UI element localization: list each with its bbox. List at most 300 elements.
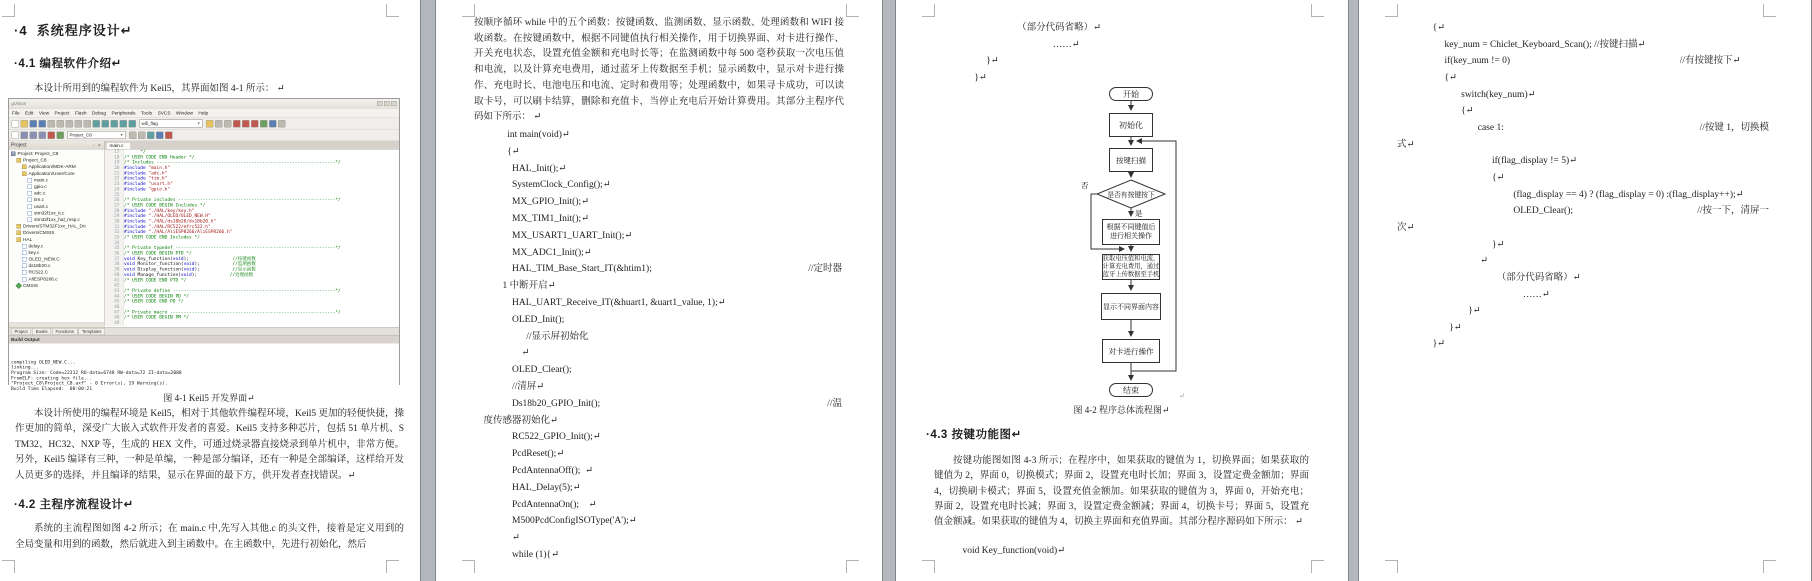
ide-menubar (9, 109, 399, 119)
chevron-down-icon: ▼ (197, 121, 201, 126)
build-output-panel (9, 336, 399, 392)
tree-item-icon (22, 165, 27, 170)
toolbar-icon (120, 120, 128, 128)
crop-mark (1763, 560, 1776, 573)
line-number: 43 (105, 288, 125, 293)
menu-item: Flash (74, 110, 87, 116)
project-panel-header (9, 141, 104, 150)
tree-item (9, 263, 104, 270)
line-number: 18 (105, 155, 125, 160)
code-line[interactable]: }↵ (1397, 339, 1446, 350)
tree-item-label: delay.c (28, 243, 44, 249)
code-line[interactable]: while (1){↵ (474, 549, 560, 560)
code-line[interactable]: OLED_Clear(); (474, 365, 572, 376)
editor-code-line: 20 #include "main.h" (105, 166, 400, 171)
menu-item: Edit (25, 110, 34, 116)
flowchart-keyscan-node: 按键扫描 (1109, 148, 1153, 172)
key-function-code (934, 543, 1308, 560)
bottom-tab: Functions (52, 328, 77, 335)
toolbar-icon (215, 120, 223, 128)
code-line[interactable]: if(key_num != 0) //有按键按下↵ (1397, 56, 1769, 67)
code-line[interactable]: {↵ (1397, 72, 1458, 83)
tree-item-icon (28, 211, 33, 216)
code-line[interactable]: {↵ (1397, 106, 1474, 117)
toolbar-icon (224, 120, 232, 128)
tree-item-label: stm32f1xx_hal_msp.c (34, 216, 80, 223)
code-line[interactable]: HAL_UART_Receive_IT(&huart1, &uart1_value, 1);↵ (474, 297, 726, 308)
line-number: 36 (105, 251, 125, 256)
line-number: 40 (105, 272, 125, 277)
toolbar-icon (138, 131, 146, 139)
menu-item: File (12, 110, 20, 116)
crop-mark (386, 560, 399, 573)
tree-item-icon (22, 264, 27, 269)
code-line[interactable]: (flag_display == 4) ? (flag_display = 0) :(flag_display++);↵ (1397, 189, 1744, 200)
key-function-code-listing (1397, 20, 1769, 353)
tree-item-label: stm32f1xx_it.c (34, 210, 65, 216)
toolbar-icon (21, 120, 29, 128)
code-line[interactable]: PcdAntennaOff(); ↵ (474, 465, 594, 476)
tree-item-icon (17, 158, 22, 163)
line-number: 33 (105, 235, 125, 240)
toolbar-icon (260, 120, 268, 128)
code-line[interactable]: MX_GPIO_Init();↵ (474, 197, 590, 208)
toolbar-icon (48, 120, 56, 128)
flowchart-end-node: 结束 (1109, 383, 1153, 397)
editor-code-line: 28 #include "./HAL/key/key.h" (105, 208, 400, 213)
code-line[interactable]: //显示屏初始化 (474, 331, 589, 342)
line-number: 17 (105, 150, 125, 155)
tree-item (9, 230, 104, 237)
line-number: 22 (105, 176, 125, 181)
editor-code-line: 32 #include "./HAL/AliESP8266/AliESP8266.h" (105, 230, 400, 235)
build-output-line: "Project_C8\Project_C8.axf" - 0 Error(s), 19 Warning(s). (11, 380, 168, 387)
tree-item-icon (28, 217, 33, 222)
tree-item-icon (16, 282, 22, 288)
tree-item-icon (28, 198, 33, 203)
tree-item (9, 203, 104, 210)
tree-item (9, 190, 104, 197)
toolbar-icon (57, 131, 65, 139)
line-number: 26 (105, 198, 125, 203)
tree-item-icon (17, 231, 22, 236)
editor-code-line: 38 void Monitor_function(void); //监测函数 (105, 262, 400, 267)
code-line[interactable]: {↵ (474, 146, 520, 157)
bottom-tab: Project (11, 328, 31, 335)
menu-item: Window (176, 110, 193, 116)
window-buttons (377, 101, 397, 106)
menu-item: Peripherals (111, 110, 136, 116)
editor-code-line: 18 /* USER CODE END Header */ (105, 155, 400, 160)
line-number: 28 (105, 208, 125, 213)
editor-code-line: 36 /* USER CODE BEGIN PTD */ (105, 251, 400, 256)
editor-code-line: 24 #include "gpio.h" (105, 187, 400, 192)
tree-item-icon (22, 270, 27, 275)
line-number: 23 (105, 182, 125, 187)
line-number: 32 (105, 230, 125, 235)
build-output-line: Program Size: Code=22312 RO-data=6748 RW-data=72 ZI-data=2088 (11, 369, 182, 376)
code-line[interactable]: 式↵ (1397, 139, 1415, 150)
code-line[interactable]: HAL_Init();↵ (474, 163, 567, 174)
flowchart-init-node: 初始化 (1109, 113, 1153, 137)
tree-item (9, 276, 104, 283)
crop-mark (1385, 560, 1398, 573)
editor-code-line: 17 */ (105, 150, 400, 155)
tree-item (9, 157, 104, 164)
line-number: 27 (105, 203, 125, 208)
tree-item-label: adc.c (34, 190, 46, 197)
figure-4-1-caption[interactable]: 图 4-1 Keil5 开发界面↵ (163, 393, 255, 403)
tree-item-label: main.c (34, 177, 48, 183)
toolbar-icon (57, 120, 65, 128)
line-number: 19 (105, 160, 125, 165)
line-number: 44 (105, 294, 125, 299)
page-3[interactable] (895, 0, 1349, 581)
maximize-icon (384, 101, 390, 106)
tree-item-label: HAL (23, 236, 33, 243)
toolbar-icon (30, 120, 38, 128)
code-line[interactable]: 次↵ (1397, 222, 1415, 233)
paragraph-mark: ↵ (1179, 392, 1185, 400)
code-line[interactable]: case 1: //按键 1，切换模 (1397, 122, 1769, 133)
code-line[interactable]: }↵ (934, 56, 999, 67)
flowchart-no-label: 否 (1081, 181, 1089, 190)
toolbar-icon (111, 120, 119, 128)
editor-code-line: 31 #include "./HAL/RC522/mfrc522.h" (105, 224, 400, 229)
editor-area (105, 141, 400, 327)
build-output-line: compiling OLED_NEW.C... (11, 359, 76, 365)
code-line[interactable]: key_num = Chiclet_Keyboard_Scan(); //按键扫描↵ (1397, 39, 1646, 50)
code-line[interactable]: int main(void)↵ (474, 130, 570, 140)
figure-4-2-caption[interactable]: 图 4-2 程序总体流程图↵ (1073, 405, 1170, 415)
line-number: 42 (105, 283, 125, 288)
editor-code-line: 27 /* USER CODE BEGIN Includes */ (105, 203, 400, 208)
crop-mark (2, 4, 15, 17)
code-line[interactable]: MX_USART1_UART_Init();↵ (474, 230, 633, 241)
code-line[interactable]: ↵ (1397, 256, 1489, 267)
code-line[interactable]: （部分代码省略）↵ (1397, 272, 1581, 283)
code-line[interactable]: HAL_Delay(5);↵ (474, 482, 581, 493)
editor-tabbar (105, 141, 400, 150)
code-line[interactable]: 1 中断开启↵ (474, 281, 556, 292)
code-line[interactable]: （部分代码省略）↵ (934, 23, 1102, 33)
code-line[interactable]: ……↵ (1397, 289, 1550, 300)
tree-item (9, 256, 104, 263)
tree-item-label: usart.c (34, 203, 49, 210)
tree-item (9, 164, 104, 171)
toolbar-icon (251, 120, 259, 128)
line-number: 39 (105, 267, 125, 272)
tree-item-icon (28, 204, 33, 209)
code-line[interactable]: OLED_Init(); (474, 314, 565, 325)
editor-code-line: 47 /* Private macro -------------------------------------------------------------*/ (105, 310, 400, 315)
target-select-value: Project_C8 (69, 132, 92, 138)
build-output-line: linking... (11, 364, 39, 371)
line-number: 49 (105, 321, 125, 326)
code-editor (105, 150, 400, 328)
page-4[interactable] (1358, 0, 1812, 581)
editor-code-line: 35 /* Private typedef -----------------------------------------------------------*/ (105, 246, 400, 251)
editor-code-line: 21 #include "adc.h" (105, 171, 400, 176)
line-number: 34 (105, 240, 125, 245)
editor-code-line: 26 /* Private includes ----------------------------------------------------------*/ (105, 198, 400, 203)
ide-titlebar (9, 99, 399, 109)
bottom-tabstrip (9, 327, 399, 336)
line-number: 41 (105, 278, 125, 283)
toolbar-icon (39, 120, 47, 128)
paragraph[interactable]: 本设计所用到的编程软件为 Keil5，其界面如图 4-1 所示： ↵ (34, 84, 285, 94)
tree-item-icon (28, 178, 33, 183)
chapter-heading[interactable]: ·4 系统程序设计↵ (14, 23, 133, 38)
tree-item-icon (22, 244, 27, 249)
code-line[interactable]: PcdAntennaOn(); ↵ (474, 499, 597, 510)
code-line[interactable]: }↵ (1397, 239, 1505, 250)
tree-item-label: Drivers/STM32F1xx_HAL_Dri (23, 223, 86, 230)
tree-item (9, 223, 104, 230)
tree-item (9, 236, 104, 243)
code-line[interactable]: RC522_GPIO_Init();↵ (474, 432, 601, 443)
panel-header-icons: ▫ ✕ (93, 142, 102, 148)
ide-toolbar-file (9, 118, 399, 130)
tree-item-label: ds18b20.c (28, 263, 51, 269)
toolbar-icon (66, 120, 74, 128)
code-line[interactable]: ↵ (474, 348, 530, 359)
tree-item-icon (22, 257, 27, 262)
code-line[interactable]: if(flag_display != 5)↵ (1397, 156, 1578, 167)
tree-item-label: Application/MDK-ARM (28, 164, 76, 170)
tree-item-label: OLED_NEW.C (28, 256, 60, 263)
paragraph[interactable]: 系统的主流程图如图 4-2 所示；在 main.c 中,先写入其他.c 的头文件，接着是定义用到的全局变量和用到的函数，然后就进入到主函数中。在主函数中，先进行初始化，然后 (15, 524, 404, 550)
code-line[interactable]: SystemClock_Config();↵ (474, 180, 611, 191)
target-select-combo (68, 131, 126, 139)
code-line[interactable]: {↵ (1397, 23, 1446, 33)
code-line[interactable]: OLED_Clear(); //按一下，清屏一 (1397, 206, 1769, 217)
menu-item: Debug (91, 110, 106, 116)
toolbar-icon (12, 120, 20, 128)
tree-item-icon (17, 224, 22, 229)
editor-code-line: 45 /* USER CODE END PD */ (105, 299, 400, 304)
toolbar-icon (93, 120, 101, 128)
code-line[interactable]: HAL_TIM_Base_Start_IT(&htim1); //定时器 (474, 264, 842, 275)
editor-code-line: 33 /* USER CODE END Includes */ (105, 235, 400, 240)
editor-tab-main-c: main.c (106, 142, 131, 149)
chevron-down-icon: ▼ (120, 133, 124, 137)
crop-mark (386, 4, 399, 17)
tree-item-label: Project: Project_C8 (17, 151, 59, 157)
toolbar-icon (12, 131, 20, 139)
code-line[interactable]: MX_TIM1_Init();↵ (474, 213, 590, 224)
toolbar-icon (206, 120, 214, 128)
tree-item (9, 210, 104, 217)
tree-item-icon (22, 250, 27, 255)
ide-title-text: µVision (11, 101, 27, 106)
tree-item-label: Application/User/Core (28, 170, 75, 177)
editor-code-line: 44 /* USER CODE BEGIN PD */ (105, 294, 400, 299)
tree-item-label: gpio.c (34, 184, 47, 190)
tree-item-icon (11, 152, 16, 157)
toolbar-icon (269, 120, 277, 128)
line-number: 35 (105, 246, 125, 251)
build-output-line: FromELF: creating hex file... (11, 375, 93, 381)
paragraph[interactable]: 按顺序循环 while 中的五个函数：按键函数、监测函数、显示函数、处理函数和 WIFI 接收函数。在按键函数中，根据不同键值执行相关操作，用于切换界面、对卡进行操作、开关充电状态，设置充值金额和充电时长等；在监测函数中每 500 毫秒获取一次电压值和电流，以及计算充电费用，通过蓝牙上传数据至手机；显示函数中，显示对卡进行操作、充电时长、电池电压和电流、定时和费用等；处理函数中，如果寻卡成功，可以读取卡号，可以刷卡结算，删除和充值卡，当停止充电后开始计算费用。其部分主程序代码如下所示： ↵ (474, 18, 844, 123)
tree-item-label: AliESP8266.c (28, 276, 58, 282)
search-combo-value: wifi_flag (141, 121, 158, 126)
tree-item (9, 197, 104, 204)
menu-item: Tools (140, 110, 153, 116)
bottom-tab: Templates (78, 328, 104, 335)
editor-code-line: 23 #include "usart.h" (105, 182, 400, 187)
toolbar-icon (48, 131, 56, 139)
toolbar-icon (156, 131, 164, 139)
tree-item-icon (17, 237, 22, 242)
toolbar-icon (165, 131, 173, 139)
toolbar-icon (242, 120, 250, 128)
code-line[interactable]: }↵ (1397, 322, 1462, 333)
toolbar-icon (233, 120, 241, 128)
editor-code-line: 43 /* Private define ------------------------------------------------------------*/ (105, 288, 400, 293)
tree-item (9, 183, 104, 190)
minimize-icon (377, 101, 383, 106)
tree-item (9, 151, 104, 158)
ide-toolbar-build (9, 130, 399, 142)
code-line[interactable]: }↵ (934, 72, 987, 83)
line-number: 30 (105, 219, 125, 224)
toolbar-icon (84, 120, 92, 128)
editor-code-line: 37 void Key_function(void); //按键函数 (105, 256, 400, 261)
editor-code-line: 22 #include "tim.h" (105, 176, 400, 181)
toolbar-icon (278, 120, 286, 128)
code-line[interactable]: void Key_function(void)↵ (934, 546, 1066, 556)
keil-ide-screenshot-image[interactable] (8, 98, 400, 392)
toolbar-icon (21, 131, 29, 139)
section-4-3-heading[interactable]: ·4.3 按键功能图↵ (926, 429, 1022, 441)
project-panel-title: Project (11, 142, 27, 148)
code-line[interactable]: ↵ (474, 533, 520, 544)
code-line[interactable]: MX_ADC1_Init();↵ (474, 247, 592, 258)
tree-item-label: RC522.C (28, 269, 49, 276)
page-1[interactable] (0, 0, 421, 581)
tree-item (9, 282, 104, 289)
toolbar-icon (75, 120, 83, 128)
code-line[interactable]: }↵ (1397, 306, 1481, 317)
tree-item-icon (22, 171, 27, 176)
code-line[interactable]: //清屏↵ (474, 381, 545, 392)
build-output-header: Build Output (9, 336, 399, 344)
tree-item-label: CMSIS (23, 282, 39, 289)
toolbar-icon (129, 120, 137, 128)
code-line[interactable]: switch(key_num)↵ (1397, 89, 1536, 100)
line-number: 24 (105, 187, 125, 192)
line-number: 48 (105, 315, 125, 320)
project-tree-panel (9, 141, 105, 327)
crop-mark (922, 560, 935, 573)
toolbar-icon (147, 131, 155, 139)
crop-mark (2, 560, 15, 573)
editor-code-line: 30 #include "./HAL/ds18b20/ds18b20.h" (105, 219, 400, 224)
tree-item (9, 177, 104, 184)
tree-item-icon (28, 185, 33, 190)
editor-code-line: 41 /* USER CODE END PTD */ (105, 278, 400, 283)
crop-mark (1311, 560, 1324, 573)
crop-mark (846, 4, 859, 17)
tree-item-label: tim.c (34, 197, 45, 203)
menu-item: Project (54, 110, 70, 116)
editor-code-line: 39 void Display_function(void); //显示函数 (105, 267, 400, 272)
build-output-log (9, 344, 399, 393)
tree-item (9, 170, 104, 177)
editor-code-line: 29 #include "./HAL/OLED/OLED_NEW.H" (105, 214, 400, 219)
flowchart-card-node: 对卡进行操作 (1102, 339, 1160, 363)
build-output-line: Build Time Elapsed: 00:00:21 (11, 385, 93, 392)
bottom-tab: Books (32, 328, 51, 335)
line-number: 38 (105, 262, 125, 267)
tree-item-icon (28, 191, 33, 196)
editor-code-line: 48 /* USER CODE BEGIN PM */ (105, 315, 400, 320)
flowchart-decision-label: 是否有按键按下 (1107, 192, 1155, 199)
line-number: 20 (105, 166, 125, 171)
flowchart-start-node: 开始 (1109, 87, 1153, 101)
line-number: 45 (105, 299, 125, 304)
crop-mark (846, 560, 859, 573)
section-4-1-heading[interactable]: ·4.1 编程软件介绍↵ (14, 58, 122, 70)
search-combo (140, 120, 203, 128)
tree-item-label: Project_C8 (23, 157, 47, 164)
line-number: 31 (105, 224, 125, 229)
code-line[interactable]: ……↵ (934, 39, 1080, 50)
crop-mark (1763, 4, 1776, 17)
code-line[interactable]: Ds18b20_GPIO_Init(); //温 (474, 398, 842, 409)
tree-item-icon (22, 277, 27, 282)
editor-code-line: 19 /* Includes ------------------------------------------------------------------*/ (105, 160, 400, 165)
menu-item: Help (198, 110, 209, 116)
line-number: 46 (105, 304, 125, 309)
crop-mark (1385, 4, 1398, 17)
code-line[interactable]: M500PcdConfigISOType('A');↵ (474, 516, 637, 527)
tree-item (9, 249, 104, 256)
tree-item (9, 243, 104, 250)
flowchart-display-node: 显示不同界面内容 (1101, 293, 1161, 320)
tree-item-label: key.c (28, 249, 40, 256)
paragraph[interactable]: 按键功能图如图 4-3 所示；在程序中，如果获取的键值为 1，切换界面；如果获取的键值为 2，界面 0，切换模式；界面 2，设置充电时长加；界面 3，设置定费金额加；界面 4，切换刷卡模式；界面 5，设置充值金额加。如果获取的键值为 3，界面 0，开始充电；界面 2，设置充电时长减；界面 3，设置定费金额减；界面 4，切换卡号；界面 5，设置充值金额减。如果获取的键值为 4，切换主界面和充值界面。其部分程序源码如下所示： ↵ (934, 456, 1309, 528)
paragraph[interactable]: 本设计所使用的编程环境是 Keil5，相对于其他软件编程环境，Keil5 更加的轻便快捷，操作更加的简单，深受广大嵌入式软件开发者的喜爱。Keil5 支持多种芯片，包括 51 单片机、STM32、HC32、NXP 等，生成的 HEX 文件，可通过烧录器直接烧录到单片机中，非常方便。另外，Keil5 编译有三种，一种是单编，一种是部分编译，还有一种是全部编译，这样给开发人员更多的选择，并且编译的结果，显示在界面的最下方，供开发者查找错误。↵ (15, 409, 404, 481)
line-number: 29 (105, 214, 125, 219)
close-icon (391, 101, 397, 106)
code-line[interactable]: 度传感器初始化↵ (474, 415, 558, 426)
flowchart-monitor-node: 获取电压值和电流， 计算充电费用，通过 蓝牙上传数据至手机 (1102, 254, 1160, 279)
line-number: 25 (105, 192, 125, 197)
page-2[interactable] (435, 0, 883, 581)
line-number: 21 (105, 171, 125, 176)
code-line[interactable]: {↵ (1397, 172, 1505, 183)
tree-item (9, 269, 104, 276)
code-line[interactable]: PcdReset();↵ (474, 449, 565, 460)
editor-code-line (105, 321, 400, 326)
toolbar-icon (129, 131, 137, 139)
menu-item: View (38, 110, 50, 116)
line-number: 47 (105, 310, 125, 315)
toolbar-icon (39, 131, 47, 139)
section-4-2-heading[interactable]: ·4.2 主程序流程设计↵ (14, 499, 134, 511)
flowchart-keyop-node: 根据不同键值后 进行相关操作 (1102, 219, 1160, 245)
menu-item: SVCS (157, 110, 171, 116)
tree-item (9, 216, 104, 223)
toolbar-icon (30, 131, 38, 139)
tree-item-label: Drivers/CMSIS (23, 230, 55, 236)
flowchart-yes-label: 是 (1135, 209, 1143, 218)
main-code-listing (474, 127, 842, 564)
project-tree (9, 150, 104, 323)
editor-code-line: 40 void Manage_function(void); //处理函数 (105, 272, 400, 277)
